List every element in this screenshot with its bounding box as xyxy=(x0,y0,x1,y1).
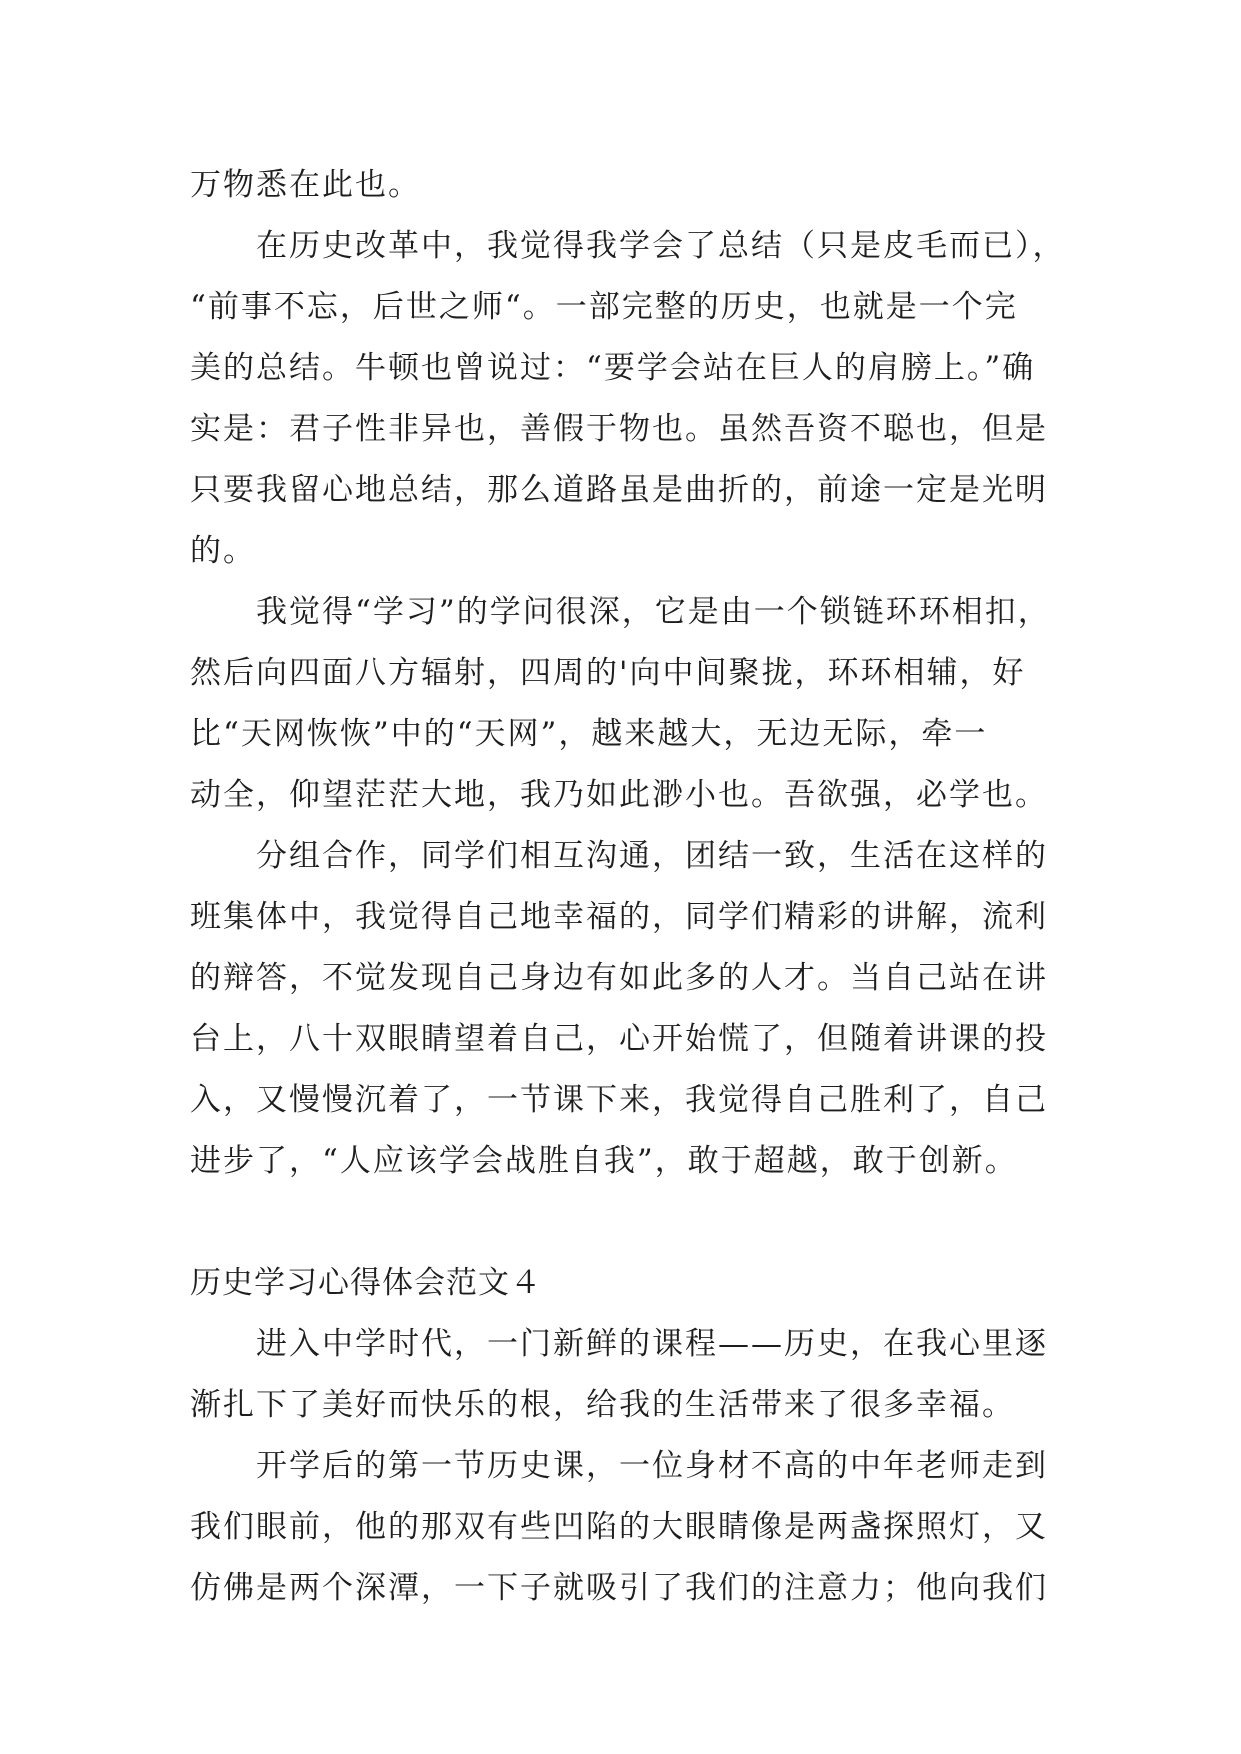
text-line: 我们眼前，他的那双有些凹陷的大眼睛像是两盏探照灯，又 xyxy=(190,1509,1048,1545)
text-line: 只要我留心地总结，那么道路虽是曲折的，前途一定是光明 xyxy=(190,472,1048,508)
text-line: “前事不忘，后世之师“。一部完整的历史，也就是一个完 xyxy=(190,289,1018,325)
text-line: 台上，八十双眼睛望着自己，心开始慌了，但随着讲课的投 xyxy=(190,1021,1048,1057)
paragraph xyxy=(190,826,1090,1192)
paragraph xyxy=(190,1314,1090,1436)
paragraph xyxy=(190,155,1090,216)
text-line: 我觉得“学习”的学问很深，它是由一个锁链环环相扣， xyxy=(256,594,1051,630)
text-line: 开学后的第一节历史课，一位身材不高的中年老师走到 xyxy=(256,1448,1048,1484)
document-body xyxy=(190,155,1090,1619)
text-line: 的辩答，不觉发现自己身边有如此多的人才。当自己站在讲 xyxy=(190,960,1048,996)
text-line: 然后向四面八方辐射，四周的'向中间聚拢，环环相辅，好 xyxy=(190,655,1026,691)
text-line: 渐扎下了美好而快乐的根，给我的生活带来了很多幸福。 xyxy=(190,1387,1015,1423)
paragraph xyxy=(190,582,1090,826)
text-line: 的。 xyxy=(190,533,256,569)
text-line: 班集体中，我觉得自己地幸福的，同学们精彩的讲解，流利 xyxy=(190,899,1048,935)
text-line: 万物悉在此也。 xyxy=(190,167,421,203)
text-line: 实是：君子性非异也，善假于物也。虽然吾资不聪也，但是 xyxy=(190,411,1048,447)
text-line: 动全，仰望茫茫大地，我乃如此渺小也。吾欲强，必学也。 xyxy=(190,777,1048,813)
text-line: 分组合作，同学们相互沟通，团结一致，生活在这样的 xyxy=(256,838,1048,874)
text-line: 进步了，“人应该学会战胜自我”，敢于超越，敢于创新。 xyxy=(190,1143,1018,1179)
text-line: 比“天网恢恢”中的“天网”，越来越大，无边无际，牵一 xyxy=(190,716,988,752)
paragraph xyxy=(190,216,1090,582)
text-line: 入，又慢慢沉着了，一节课下来，我觉得自己胜利了，自己 xyxy=(190,1082,1048,1118)
text-line: 进入中学时代，一门新鲜的课程——历史，在我心里逐 xyxy=(256,1326,1048,1362)
section-spacer xyxy=(190,1192,1090,1253)
text-line: 仿佛是两个深潭，一下子就吸引了我们的注意力；他向我们 xyxy=(190,1570,1048,1606)
text-line: 美的总结。牛顿也曾说过：“要学会站在巨人的肩膀上。”确 xyxy=(190,350,1036,386)
section-heading: 历史学习心得体会范文４ xyxy=(190,1265,542,1301)
paragraph xyxy=(190,1436,1090,1619)
text-line: 在历史改革中，我觉得我学会了总结（只是皮毛而已）， xyxy=(256,228,1066,264)
